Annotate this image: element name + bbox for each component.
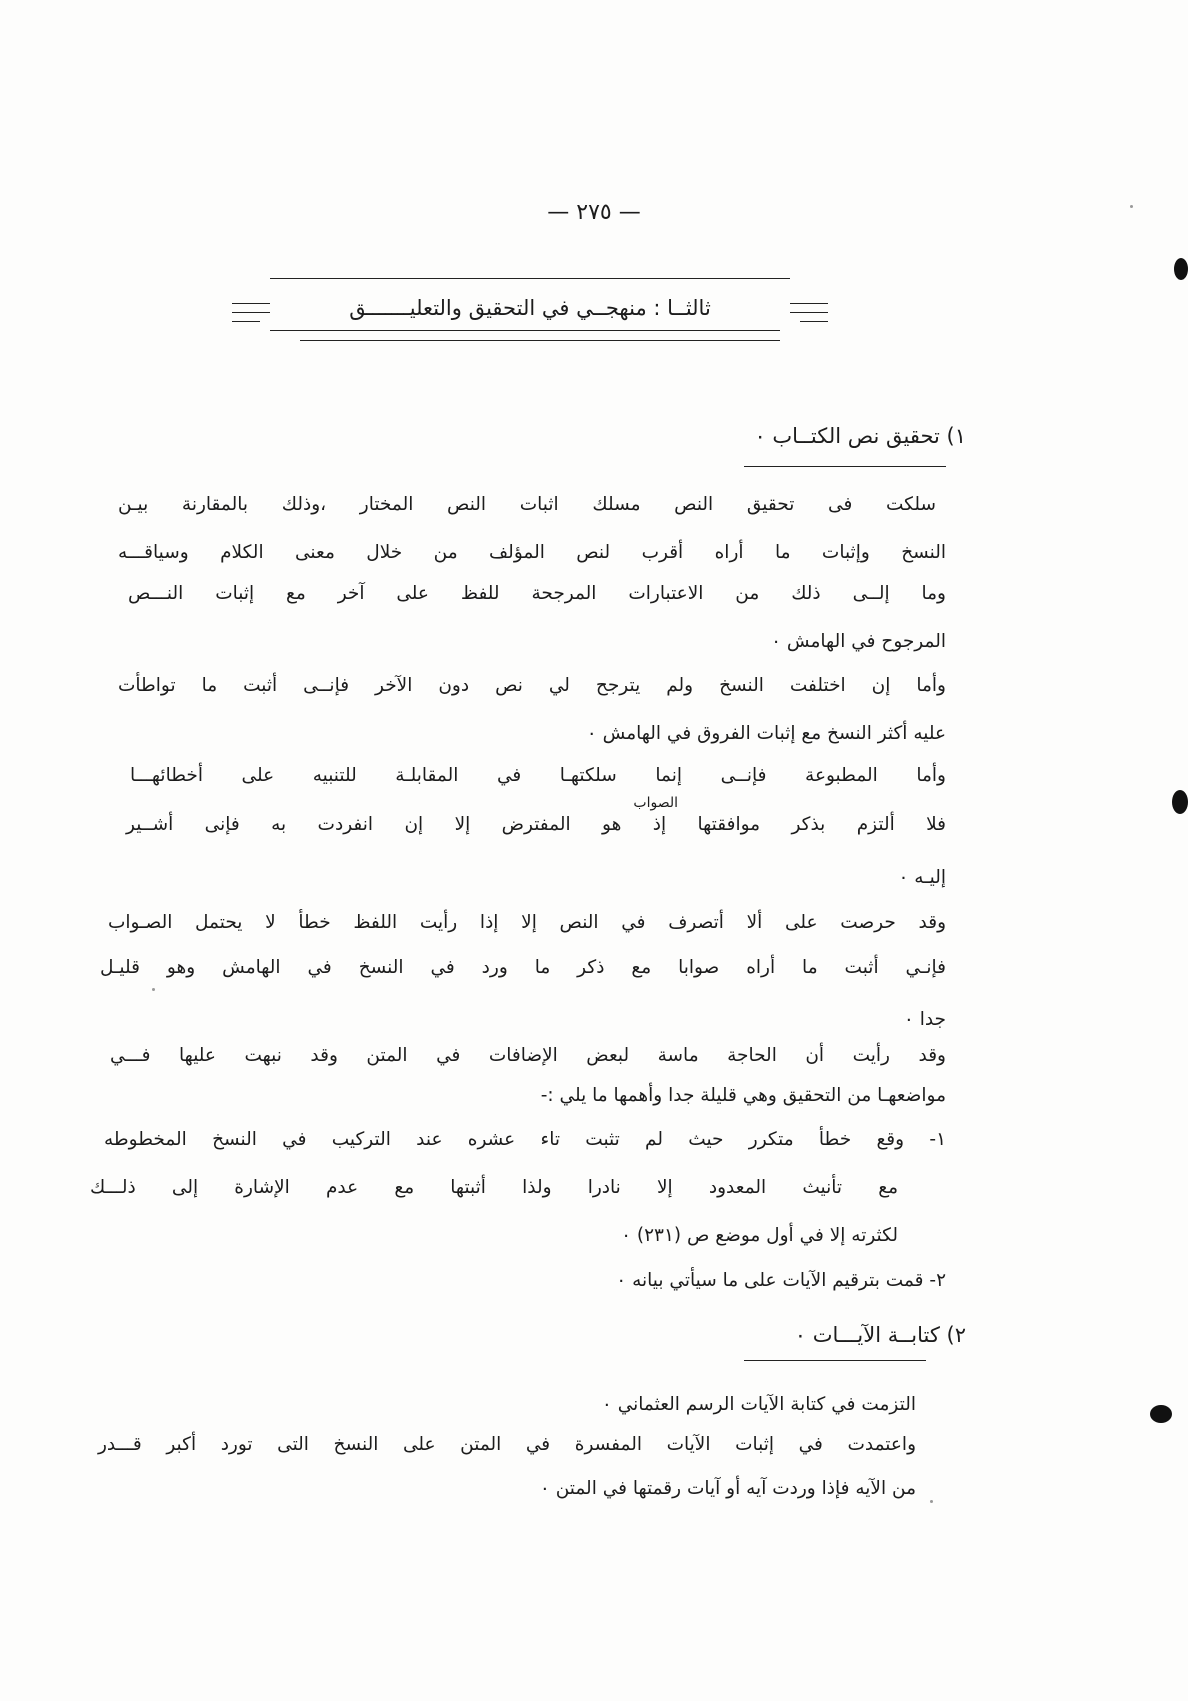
title-rule-bottom-2 <box>300 340 780 341</box>
body-line-21: من الآيه فإذا وردت آيه أو آيات رقمتها في المتن ٠ <box>539 1478 916 1499</box>
body-line-12: جدا ٠ <box>903 1009 946 1030</box>
correction-note: الصواب <box>633 795 678 811</box>
scan-speck <box>152 988 155 991</box>
scan-blot <box>1172 790 1188 814</box>
body-line-17: لكثرته إلا في أول موضع ص (٢٣١) ٠ <box>621 1225 898 1246</box>
title-rule-side-right-1 <box>790 303 828 304</box>
section-title: ثالثــا : منهجــي في التحقيق والتعليـــــــق <box>349 296 711 320</box>
title-rule-top <box>270 278 790 279</box>
subsection-heading-2: ٢) كتابــة الآيـــات ٠ <box>794 1323 966 1347</box>
page-number: — ٢٧٥ — <box>547 200 641 225</box>
title-rule-side-left-3 <box>232 321 260 322</box>
body-line-19: التزمت في كتابة الآيات الرسم العثماني ٠ <box>601 1394 916 1415</box>
body-line-1: سلكت فى تحقيق النص مسلك اثبات النص المختار ،وذلك بالمقارنة بيـن <box>118 494 936 515</box>
body-line-18: ٢- قمت بترقيم الآيات على ما سيأتي بيانه ٠ <box>616 1270 946 1291</box>
body-line-11: فإنـي أثبت ما أراه صوابا مع ذكر ما ورد في النسخ في الهامش وهو قليـل <box>100 957 946 978</box>
body-line-7: وأما المطبوعة فإنــى إنما سلكتهـا في المقابلـة للتنبيه على أخطائهـــا <box>130 765 946 786</box>
subsection-underline-2 <box>744 1360 926 1361</box>
body-line-8: فلا ألتزم بذكر موافقتها إذ هو المفترض إلا إن انفردت به فإنى أشــير <box>126 814 946 835</box>
body-line-4: المرجوح في الهامش ٠ <box>771 631 946 652</box>
body-line-16: مع تأنيث المعدود إلا نادرا ولذا أثبتها مع عدم الإشارة إلى ذلـــك <box>90 1177 898 1198</box>
scan-speck <box>1130 205 1133 208</box>
title-rule-side-left-1 <box>232 303 270 304</box>
body-line-6: عليه أكثر النسخ مع إثبات الفروق في الهامش ٠ <box>586 723 946 744</box>
title-rule-side-right-3 <box>800 321 828 322</box>
scan-blot <box>1174 258 1188 280</box>
body-line-20: واعتمدت في إثبات الآيات المفسرة في المتن على النسخ التى تورد أكبر قـــدر <box>98 1434 916 1455</box>
body-line-10: وقد حرصت على ألا أتصرف في النص إلا إذا رأيت اللفظ خطأ لا يحتمل الصـواب <box>108 912 946 933</box>
scan-speck <box>930 1500 933 1503</box>
body-line-2: النسخ وإثبات ما أراه أقرب لنص المؤلف من خلال معنى الكلام وسياقـــه <box>118 542 946 563</box>
title-rule-side-right-2 <box>790 312 828 313</box>
body-line-5: وأما إن اختلفت النسخ ولم يترجح لي نص دون الآخر فإنــى أثبت ما تواطأت <box>118 675 946 696</box>
scan-blot <box>1150 1405 1172 1423</box>
title-rule-bottom <box>270 330 780 331</box>
body-line-13: وقد رأيت أن الحاجة ماسة لبعض الإضافات في المتن وقد نبهت عليها فـــي <box>110 1045 946 1066</box>
subsection-heading-1: ١) تحقيق نص الكتــاب ٠ <box>754 424 966 448</box>
subsection-underline-1 <box>744 466 946 467</box>
body-line-3: وما إلــى ذلك من الاعتبارات المرجحة للفظ على آخر مع إثبات النـــص <box>128 583 946 604</box>
title-rule-side-left-2 <box>232 312 270 313</box>
body-line-14: مواضعهـا من التحقيق وهي قليلة جدا وأهمها ما يلي :- <box>540 1085 946 1106</box>
body-line-15: ١- وقع خطأ متكرر حيث لم تثبت تاء عشره عند التركيب في النسخ المخطوطه <box>104 1129 946 1150</box>
body-line-9: إليـه ٠ <box>898 867 946 888</box>
